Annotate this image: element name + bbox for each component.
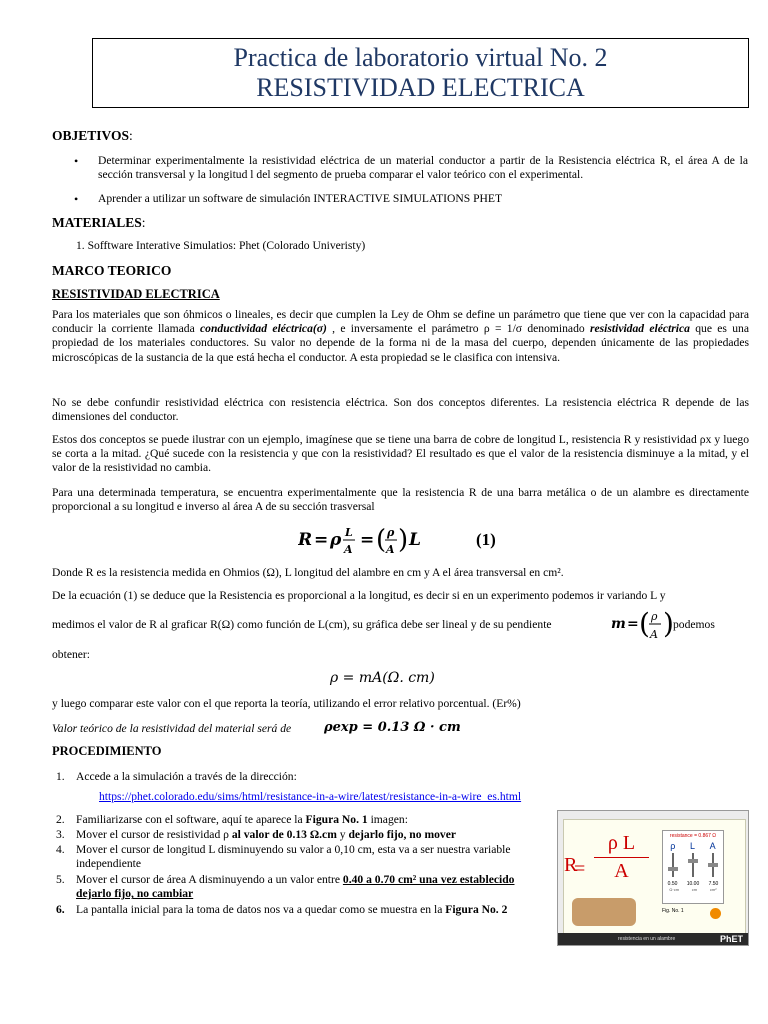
svg-text:=: =	[360, 530, 375, 550]
svg-text:m: m	[611, 616, 626, 632]
fraction-bar	[594, 857, 649, 858]
objetivo-2: Aprender a utilizar un software de simulación INTERACTIVE SIMULATIONS PHET	[98, 192, 503, 205]
step-number: 2.	[56, 813, 65, 826]
rho-value: 0.50	[667, 881, 678, 887]
reset-icon[interactable]	[710, 908, 721, 919]
area-label: A	[709, 841, 716, 851]
slider-labels	[663, 841, 723, 851]
wire-graphic	[572, 898, 636, 926]
svg-text:R: R	[298, 530, 313, 550]
step-number: 3.	[56, 828, 65, 841]
equation-1-graphic	[298, 520, 538, 560]
paragraph-6a: De la ecuación (1) se deduce que la Resistencia es proporcional a la longitud, es decir si en un experimento podemos ir variando L y	[52, 589, 666, 602]
step-2: Familiarizarse con el software, aquí te aparece la Figura No. 1 imagen:	[76, 813, 408, 826]
rho-exp-value: ρexp = 0.13 Ω · cm	[324, 720, 461, 735]
resistividad-subheading: RESISTIVIDAD ELECTRICA	[52, 287, 220, 301]
svg-text:A: A	[386, 543, 395, 556]
step-number: 6.	[56, 903, 65, 916]
svg-text:ρ: ρ	[330, 530, 342, 550]
figure-caption: Fig. No. 1	[662, 908, 684, 914]
marco-heading: MARCO TEORICO	[52, 263, 172, 278]
paragraph-6d: obtener:	[52, 648, 90, 661]
slider-thumb[interactable]	[668, 867, 678, 871]
svg-text:=: =	[627, 616, 639, 632]
length-unit: cm	[691, 887, 698, 892]
rho-unit: Ω·cm	[669, 887, 680, 892]
step-3: Mover el cursor de resistividad ρ al valor de 0.13 Ω.cm y dejarlo fijo, no mover	[76, 828, 456, 841]
paragraph-7: y luego comparar este valor con el que reporta la teoría, utilizando el error relativo porcentual. (Er%)	[52, 697, 521, 710]
svg-text:(: (	[376, 525, 387, 555]
objetivo-1: Determinar experimentalmente la resistividad eléctrica de un material conductor a partir de la Resistencia eléctrica R, el área A de la sección transversal y la longitud l del segmento de prueba comparar el valor teórico con el experimental.	[98, 154, 748, 182]
paragraph-3: Estos dos conceptos se puede ilustrar con un ejemplo, imagínese que se tiene una barra de cobre de longitud L, resistencia R y resistividad ρx y luego se corta a la mitad. ¿Qué sucede con la resistencia y que con la resistividad? El resultado es que el valor de la resistencia disminuye a la mitad, y el valor de la resistividad no cambia.	[52, 433, 749, 475]
rho-slider[interactable]	[672, 853, 674, 877]
title-box	[92, 38, 749, 108]
slope-equation-graphic	[611, 606, 673, 644]
step-1: Accede a la simulación a través de la dirección:	[76, 770, 297, 783]
paragraph-2: No se debe confundir resistividad eléctrica con resistencia eléctrica. Son dos conceptos diferentes. La resistencia eléctrica R depende de las dimensiones del conductor.	[52, 396, 749, 424]
paragraph-4: Para una determinada temperatura, se encuentra experimentalmente que la resistencia R de una barra metálica o de un alambre es directamente proporcional a su longitud e inverso al área A de su sección trasversal	[52, 486, 749, 514]
objetivos-heading: OBJETIVOS:	[52, 128, 133, 143]
slider-thumb[interactable]	[688, 859, 698, 863]
figure-fraction	[594, 832, 649, 883]
step-6: La pantalla inicial para la toma de datos nos va a quedar como se muestra en la Figura No. 2	[76, 903, 508, 916]
rho-label: ρ	[670, 841, 676, 851]
step-4: Mover el cursor de longitud L disminuyendo su valor a 0,10 cm, esta va a ser nuestra variable independiente	[76, 843, 511, 871]
material-1: 1. Sofftware Interative Simulatios: Phet (Colorado Univeristy)	[76, 239, 366, 252]
slider-panel	[662, 830, 724, 904]
equation-2: ρ = mA(Ω. cm)	[330, 670, 435, 686]
length-value: 10.00	[686, 881, 700, 887]
svg-text:L: L	[345, 526, 353, 539]
materiales-heading: MATERIALES:	[52, 215, 146, 230]
title-line1: Practica de laboratorio virtual No. 2	[233, 43, 608, 72]
area-unit: cm²	[709, 887, 717, 892]
step-number: 5.	[56, 873, 65, 886]
length-slider[interactable]	[692, 853, 694, 877]
figure-numerator: ρ L	[607, 832, 636, 854]
svg-text:(: (	[639, 607, 650, 640]
area-value: 7.50	[708, 881, 719, 887]
bullet-icon: •	[74, 192, 79, 206]
svg-text:ρ: ρ	[651, 610, 658, 623]
svg-text:A: A	[650, 628, 658, 641]
figure-equals: =	[574, 858, 586, 880]
step-5: Mover el cursor de área A disminuyendo a un valor entre 0.40 a 0.70 cm² una vez establecido dejarlo fijo, no cambiar	[76, 873, 515, 901]
paragraph-6c: podemos	[673, 618, 715, 631]
slider-tracks	[663, 853, 723, 877]
figure-1-screenshot	[557, 810, 749, 946]
svg-text:A: A	[344, 543, 353, 556]
svg-text:=: =	[314, 530, 329, 550]
equation-1-number: (1)	[476, 530, 496, 549]
paragraph-6b: medimos el valor de R al graficar R(Ω) como función de L(cm), su gráfica debe ser lineal y de su pendiente	[52, 618, 552, 631]
svg-text:): )	[663, 607, 673, 640]
slider-units	[663, 887, 723, 892]
equation-1	[298, 520, 538, 560]
slider-thumb[interactable]	[708, 863, 718, 867]
length-label: L	[690, 841, 696, 851]
step-number: 1.	[56, 770, 65, 783]
figure-denominator: A	[614, 860, 629, 882]
step-number: 4.	[56, 843, 65, 856]
svg-text:ρ: ρ	[387, 526, 395, 539]
procedimiento-heading: PROCEDIMIENTO	[52, 744, 162, 758]
paragraph-5: Donde R es la resistencia medida en Ohmios (Ω), L longitud del alambre en cm y A el área transversal en cm².	[52, 566, 564, 579]
simulation-footer	[558, 933, 749, 946]
bullet-icon: •	[74, 154, 79, 168]
title-line2: RESISTIVIDAD ELECTRICA	[256, 73, 585, 102]
paragraph-8: Valor teórico de la resistividad del material será de	[52, 722, 292, 735]
paragraph-1: Para los materiales que son óhmicos o lineales, es decir que cumplen la Ley de Ohm se define un parámetro que tiene que ver con la capacidad para conducir la corriente llamada conductividad eléctrica(σ) , e inversamente el parámetro ρ = 1/σ denominado resistividad eléctrica que es una propiedad de los materiales conductores. Su valor no depende de la forma ni de la masa del cuerpo, dependen únicamente de las propiedades microscópicas de la sustancia de la que está hecha el conductor. A esta propiedad se le clasifica con intensiva.	[52, 308, 749, 364]
svg-text:L: L	[409, 530, 421, 550]
phet-logo: PhET	[720, 934, 744, 944]
svg-text:): )	[398, 525, 409, 555]
figure-R-symbol: R	[564, 854, 578, 876]
simulation-canvas	[563, 819, 746, 937]
slope-equation	[611, 606, 673, 644]
footer-title: resistencia en un alambre	[618, 936, 676, 942]
area-slider[interactable]	[712, 853, 714, 877]
resistance-readout: resistance = 0.867 Ω	[669, 833, 717, 839]
simulation-link[interactable]: https://phet.colorado.edu/sims/html/resistance-in-a-wire/latest/resistance-in-a-wire_es.html	[99, 790, 522, 803]
